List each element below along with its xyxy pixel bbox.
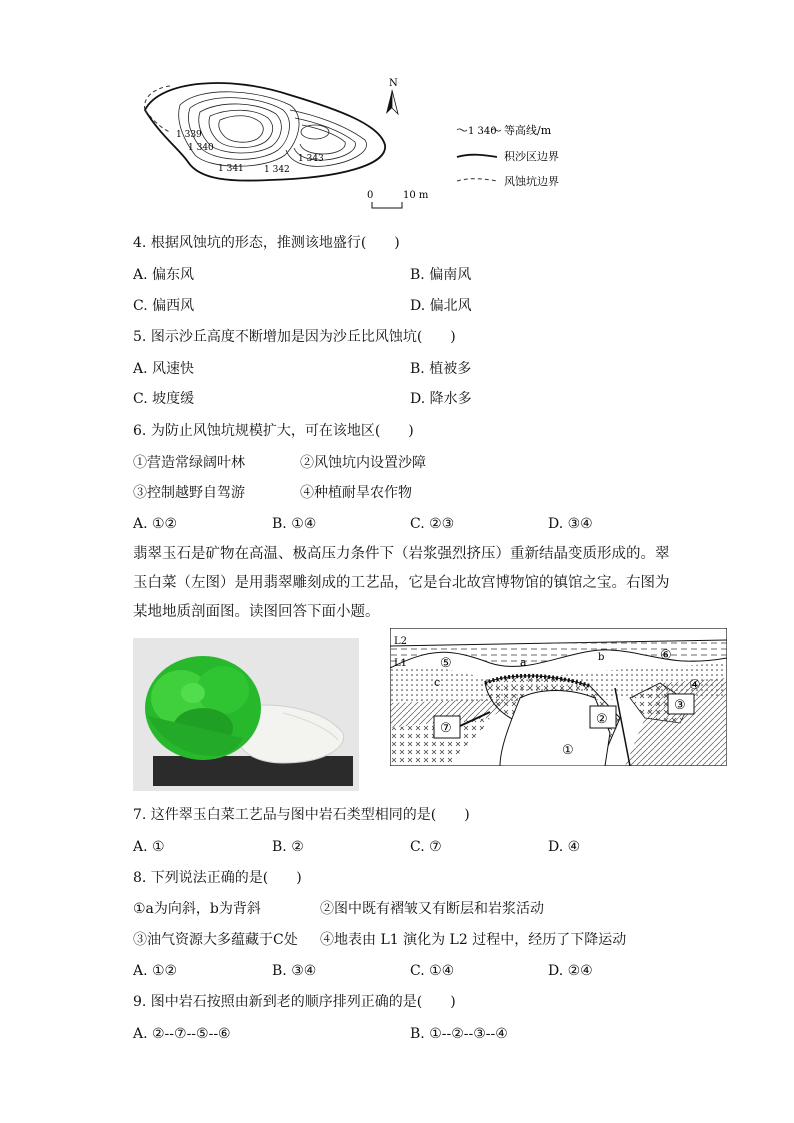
label-a: a <box>520 656 527 669</box>
q7-option-c: C. ⑦ <box>410 839 442 855</box>
map-legend <box>455 120 595 192</box>
scale-zero: 0 <box>367 190 374 201</box>
legend-contour: 等高线/m <box>504 124 552 137</box>
legend-pit-boundary: 风蚀坑边界 <box>504 175 559 188</box>
q6-option-b: B. ①④ <box>272 516 317 532</box>
q5-option-c: C. 坡度缓 <box>133 391 195 407</box>
q9-option-a: A. ②--⑦--⑤--⑥ <box>133 1026 231 1042</box>
label-rock-6: ⑥ <box>660 648 672 663</box>
q4-option-b: B. 偏南风 <box>410 267 472 283</box>
contour-label-1340: 1 340 <box>188 143 214 153</box>
label-rock-7: ⑦ <box>440 721 452 736</box>
q6-statement-2: ②风蚀坑内设置沙障 <box>300 455 426 471</box>
geologic-section <box>390 628 727 766</box>
legend-sand-boundary: 积沙区边界 <box>504 150 559 163</box>
question-number: 4 <box>133 235 142 251</box>
q5-option-d: D. 降水多 <box>410 391 472 407</box>
label-L2: L2 <box>394 636 408 647</box>
q8-option-a: A. ①② <box>133 963 178 979</box>
q7-option-d: D. ④ <box>548 839 581 855</box>
label-c: c <box>434 676 441 689</box>
label-rock-3: ③ <box>674 698 686 713</box>
contour-map <box>140 70 440 215</box>
q6-option-c: C. ②③ <box>410 516 455 532</box>
question-9: 9. 图中岩石按照由新到老的顺序排列正确的是( ) <box>133 994 456 1010</box>
q8-statement-3: ③油气资源大多蕴藏于C处 <box>133 932 298 948</box>
q8-statement-4: ④地表由 L1 演化为 L2 过程中，经历了下降运动 <box>320 932 627 948</box>
q4-option-a: A. 偏东风 <box>133 267 195 283</box>
contour-label-1339: 1 339 <box>176 130 202 140</box>
q8-option-d: D. ②④ <box>548 963 593 979</box>
q8-option-c: C. ①④ <box>410 963 455 979</box>
contour-label-1343: 1 343 <box>298 154 324 164</box>
scale-bar <box>372 202 402 208</box>
q4-option-c: C. 偏西风 <box>133 298 195 314</box>
q6-option-d: D. ③④ <box>548 516 593 532</box>
q5-option-b: B. 植被多 <box>410 361 472 377</box>
q7-option-a: A. ① <box>133 839 165 855</box>
question-number: 5 <box>133 329 142 345</box>
label-b: b <box>598 652 605 663</box>
q8-option-b: B. ③④ <box>272 963 317 979</box>
contour-label-1341: 1 341 <box>218 164 244 174</box>
legend-sample-1340: 1 340 <box>468 126 497 137</box>
north-arrow-icon <box>386 90 392 114</box>
q6-statement-1: ①营造常绿阔叶林 <box>133 455 245 471</box>
question-7: 7. 这件翠玉白菜工艺品与图中岩石类型相同的是( ) <box>133 807 470 823</box>
label-rock-1: ① <box>562 743 574 758</box>
label-rock-4: ④ <box>689 678 701 693</box>
label-rock-2: ② <box>596 712 608 727</box>
question-6: 6. 为防止风蚀坑规模扩大，可在该地区( ) <box>133 423 414 439</box>
q6-statement-4: ④种植耐旱农作物 <box>300 485 412 501</box>
question-text: 图示沙丘高度不断增加是因为沙丘比风蚀坑( ) <box>150 329 456 345</box>
question-4: 4. 根据风蚀坑的形态，推测该地盛行( ) <box>133 235 400 251</box>
question-text: 为防止风蚀坑规模扩大，可在该地区( ) <box>150 423 414 439</box>
q7-option-b: B. ② <box>272 839 304 855</box>
q9-option-b: B. ①--②--③--④ <box>410 1026 508 1042</box>
question-5: 5. 图示沙丘高度不断增加是因为沙丘比风蚀坑( ) <box>133 329 456 345</box>
scale-ten: 10 m <box>403 190 429 201</box>
question-8: 8. 下列说法正确的是( ) <box>133 870 302 886</box>
q8-statement-1: ①a为向斜，b为背斜 <box>133 901 261 917</box>
reading-passage: 翡翠玉石是矿物在高温、极高压力条件下（岩浆强烈挤压）重新结晶变质形成的。翠玉白菜（左图）是用翡翠雕刻成的工艺品，它是台北故宫博物馆的镇馆之宝。右图为某地地质剖面图。读图回答下面小题。 <box>133 546 670 620</box>
jade-cabbage-photo <box>133 638 359 791</box>
contour-label-1342: 1 342 <box>264 165 290 175</box>
question-text: 根据风蚀坑的形态，推测该地盛行( ) <box>150 235 400 251</box>
question-number: 6 <box>133 423 142 439</box>
north-label: N <box>389 78 398 89</box>
q8-statement-2: ②图中既有褶皱又有断层和岩浆活动 <box>320 901 544 917</box>
q6-option-a: A. ①② <box>133 516 178 532</box>
label-rock-5: ⑤ <box>440 656 452 671</box>
label-L1: L1 <box>394 658 408 669</box>
q4-option-d: D. 偏北风 <box>410 298 472 314</box>
q5-option-a: A. 风速快 <box>133 361 195 377</box>
q6-statement-3: ③控制越野自驾游 <box>133 485 245 501</box>
